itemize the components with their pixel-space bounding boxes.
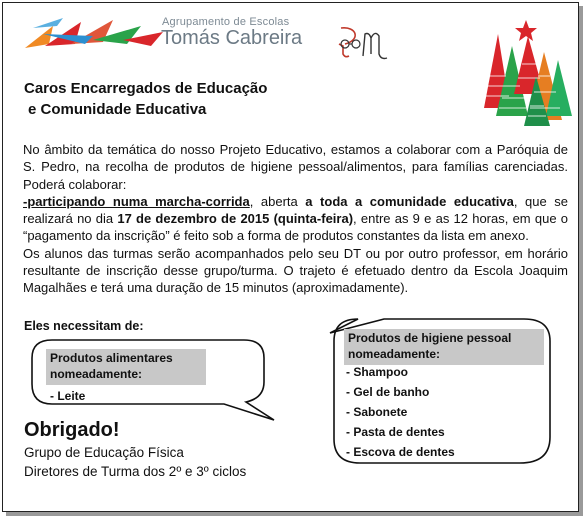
event-text-e: , entre as 9 e as 12 horas, em que o “pagamento da inscrição” é feito sob a forma de produtos constantes da lista em anexo. bbox=[23, 211, 569, 244]
letter-title bbox=[24, 78, 267, 120]
event-audience: a toda a comunidade educativa bbox=[305, 193, 514, 209]
body-paragraph-intro: No âmbito da temática do nosso Projeto Educativo, estamos a colaborar com a Paróquia de S. Pedro, na recolha de produtos de higiene pessoal/alimentos, para famílias carenciadas. Poderá colaborar: bbox=[23, 142, 568, 192]
title-line-2: e Comunidade Educativa bbox=[28, 101, 207, 118]
hygiene-products-bubble bbox=[324, 315, 558, 471]
food-item-milk: - Leite bbox=[50, 389, 86, 403]
title-line-1: Caros Encarregados de Educação bbox=[24, 80, 268, 97]
page-shadow-bottom bbox=[6, 512, 583, 516]
event-date: 17 de dezembro de 2015 (quinta-feira) bbox=[117, 211, 354, 227]
hygiene-items-list bbox=[346, 362, 455, 462]
list-item: - Gel de banho bbox=[346, 385, 430, 399]
letter-body bbox=[23, 141, 568, 297]
colorful-swoosh-logo-icon bbox=[23, 14, 173, 54]
needs-heading: Eles necessitam de: bbox=[24, 319, 144, 333]
signature-line-2: Diretores de Turma dos 2º e 3º ciclos bbox=[24, 464, 247, 479]
christmas-tree-icon bbox=[478, 16, 575, 128]
signature-block bbox=[24, 443, 246, 481]
school-name: Tomás Cabreira bbox=[161, 27, 303, 49]
fm-monogram-icon bbox=[335, 24, 395, 64]
page-shadow-right bbox=[579, 6, 583, 514]
school-group-label: Agrupamento de Escolas bbox=[162, 16, 290, 28]
food-products-bubble bbox=[24, 334, 304, 426]
body-paragraph-event bbox=[23, 193, 568, 245]
hygiene-products-heading: Produtos de higiene pessoal nomeadamente: bbox=[344, 329, 544, 365]
list-item: - Sabonete bbox=[346, 405, 408, 419]
thanks-heading: Obrigado! bbox=[24, 419, 120, 441]
signature-line-1: Grupo de Educação Física bbox=[24, 445, 184, 460]
list-item: - Escova de dentes bbox=[346, 445, 455, 459]
event-text-c: , que se realizará no dia bbox=[23, 193, 568, 227]
event-text-a: , aberta bbox=[249, 193, 306, 209]
food-products-heading: Produtos alimentares nomeadamente: bbox=[46, 349, 206, 385]
list-item: - Pasta de dentes bbox=[346, 425, 445, 439]
list-item: - Shampoo bbox=[346, 365, 408, 379]
body-paragraph-logistics: Os alunos das turmas serão acompanhados pelo seu DT ou por outro professor, em horário resultante de inscrição desse grupo/turma. O trajeto é efetuado dentro da Escola Joaquim Magalhães e terá uma duração de 15 minutos (aproximadamente). bbox=[23, 245, 568, 296]
event-participation-text: -participando numa marcha-corrida bbox=[23, 193, 250, 209]
